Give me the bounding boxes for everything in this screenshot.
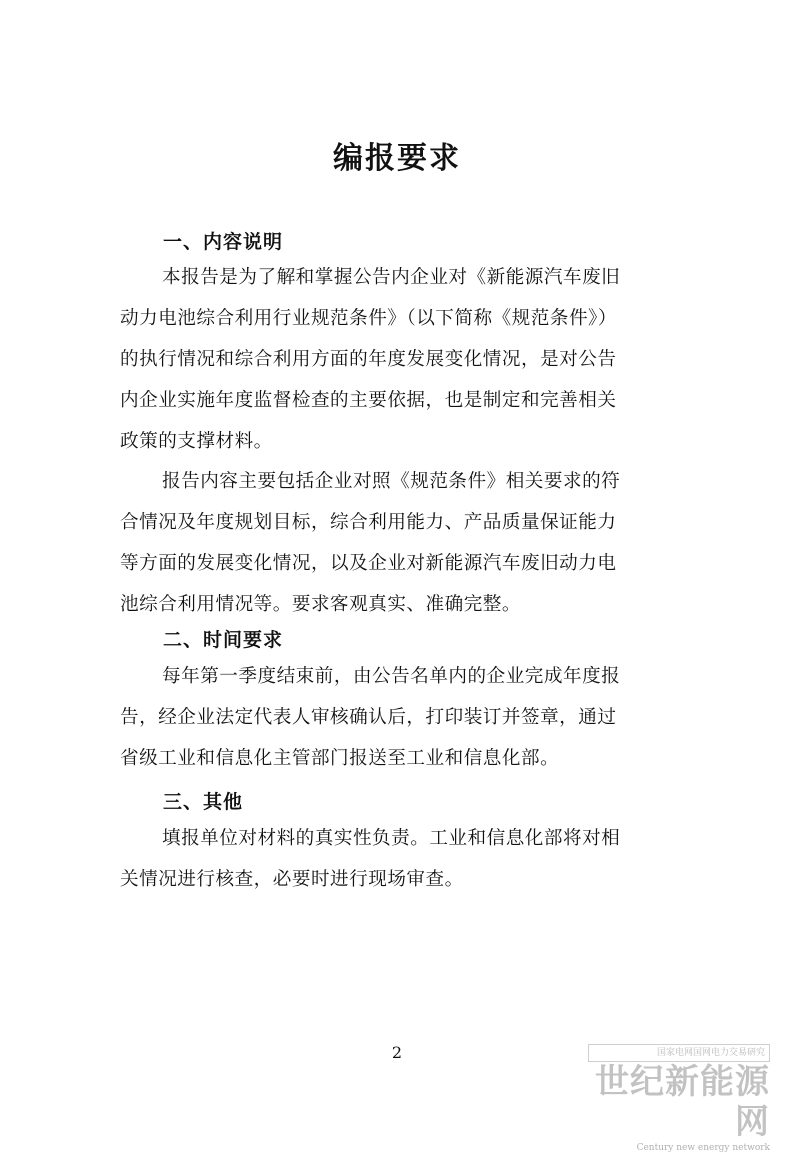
paragraph-content-purpose <box>120 257 678 462</box>
paragraph-content-scope <box>120 461 678 625</box>
text-line: 省级工业和信息化主管部门报送至工业和信息化部。 <box>120 748 560 769</box>
text-line: 本报告是为了解和掌握公告内企业对《新能源汽车废旧 <box>162 267 621 288</box>
text-line: 政策的支撑材料。 <box>120 431 273 452</box>
text-line: 池综合利用情况等。要求客观真实、准确完整。 <box>120 594 521 615</box>
text-line: 填报单位对材料的真实性负责。工业和信息化部将对相 <box>162 828 621 849</box>
section-heading-content: 一、内容说明 <box>163 231 284 253</box>
page-title: 编报要求 <box>333 141 461 176</box>
watermark-sub-text: Century new energy network <box>636 1143 770 1153</box>
watermark-main-text: 世纪新能源网 <box>595 1062 770 1142</box>
watermark-logo <box>580 1044 770 1153</box>
section-heading-time: 二、时间要求 <box>163 629 284 651</box>
paragraph-other <box>120 818 678 900</box>
section-heading-other: 三、其他 <box>163 791 244 813</box>
page-number: 2 <box>391 1043 403 1062</box>
paragraph-time-requirement <box>120 656 678 779</box>
text-line: 等方面的发展变化情况，以及企业对新能源汽车废旧动力电 <box>120 553 617 574</box>
text-line: 关情况进行核查，必要时进行现场审查。 <box>120 869 464 890</box>
text-line: 动力电池综合利用行业规范条件》（以下简称《规范条件》） <box>120 308 617 329</box>
text-line: 告，经企业法定代表人审核确认后，打印装订并签章，通过 <box>120 707 617 728</box>
text-line: 合情况及年度规划目标，综合利用能力、产品质量保证能力 <box>120 512 617 533</box>
text-line: 每年第一季度结束前，由公告名单内的企业完成年度报 <box>162 666 621 687</box>
text-line: 内企业实施年度监督检查的主要依据，也是制定和完善相关 <box>120 390 617 411</box>
text-line: 报告内容主要包括企业对照《规范条件》相关要求的符 <box>162 471 621 492</box>
watermark-top-text: 国家电网国网电力交易研究 <box>588 1044 770 1062</box>
text-line: 的执行情况和综合利用方面的年度发展变化情况，是对公告 <box>120 349 617 370</box>
